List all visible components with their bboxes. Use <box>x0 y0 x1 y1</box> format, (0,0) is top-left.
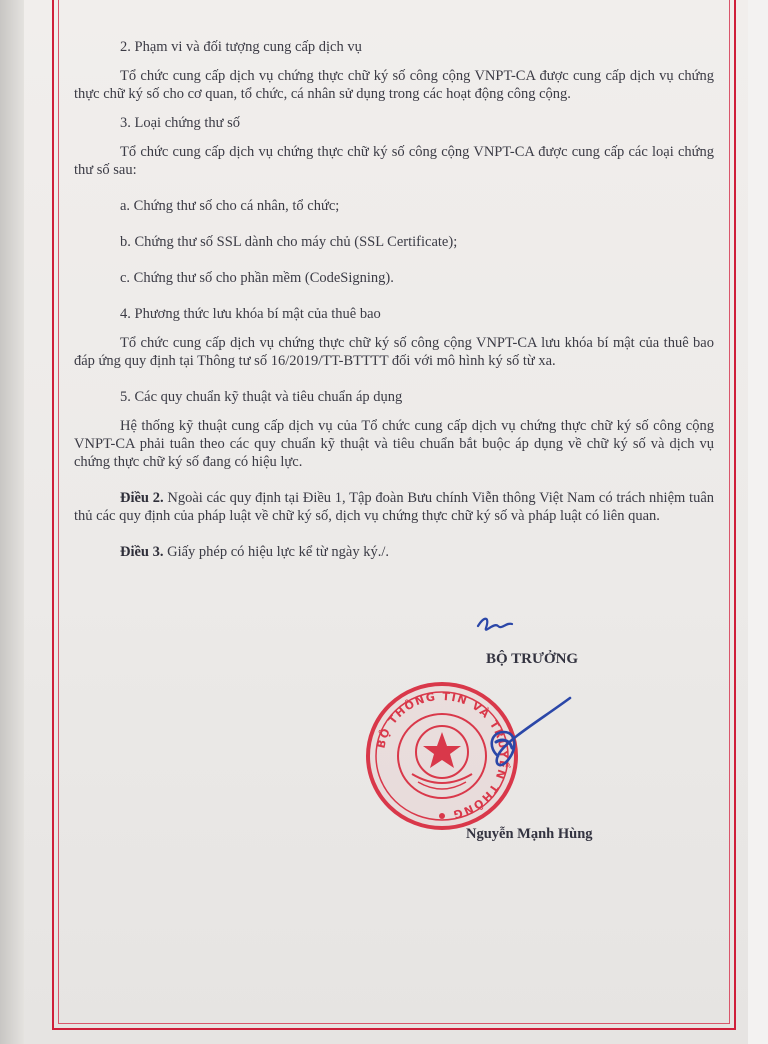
section-4-heading: 4. Phương thức lưu khóa bí mật của thuê bao <box>120 306 381 322</box>
section-2-body: Tổ chức cung cấp dịch vụ chứng thực chữ ký số công cộng VNPT-CA được cung cấp dịch vụ chứng thực chữ ký số cho cơ quan, tổ chức, cá nhân sử dụng trong các hoạt động công cộng. <box>74 68 714 102</box>
page-margin-right <box>748 0 768 1044</box>
list-item: a. Chứng thư số cho cá nhân, tổ chức; <box>120 198 340 214</box>
article-3-label: Điều 3. <box>120 544 164 560</box>
signer-name: Nguyễn Mạnh Hùng <box>466 826 593 842</box>
initial-mark-icon <box>474 612 518 638</box>
list-item: b. Chứng thư số SSL dành cho máy chủ (SSL Certificate); <box>120 234 458 250</box>
signature-icon <box>470 690 580 790</box>
article-2-body: Ngoài các quy định tại Điều 1, Tập đoàn Bưu chính Viễn thông Việt Nam có trách nhiệm tuân thủ các quy định của pháp luật về chữ ký số, dịch vụ chứng thực chữ ký số và pháp luật có liên quan. <box>74 490 715 524</box>
section-5-heading: 5. Các quy chuẩn kỹ thuật và tiêu chuẩn áp dụng <box>120 389 403 405</box>
article-3-body: Giấy phép có hiệu lực kể từ ngày ký./. <box>167 544 390 560</box>
document-body <box>74 38 714 561</box>
section-4-body: Tổ chức cung cấp dịch vụ chứng thực chữ ký số công cộng VNPT-CA lưu khóa bí mật của thuê bao đáp ứng quy định tại Thông tư số 16/2019/TT-BTTTT đối với mô hình ký số từ xa. <box>74 335 714 369</box>
section-2-heading: 2. Phạm vi và đối tượng cung cấp dịch vụ <box>120 39 362 55</box>
section-3-body: Tổ chức cung cấp dịch vụ chứng thực chữ ký số công cộng VNPT-CA được cung cấp các loại chứng thư số sau: <box>74 144 714 178</box>
section-3-heading: 3. Loại chứng thư số <box>120 115 241 131</box>
adjacent-page-edge <box>0 0 24 1044</box>
seal-text: BỘ THÔNG TIN VÀ TRUYỀN THÔNG <box>374 689 511 822</box>
article-3 <box>74 543 714 561</box>
list-item: c. Chứng thư số cho phần mềm (CodeSigning). <box>120 270 394 286</box>
article-2-label: Điều 2. <box>120 490 164 506</box>
signoff-title: BỘ TRƯỞNG <box>486 651 579 667</box>
section-5-body: Hệ thống kỹ thuật cung cấp dịch vụ của Tổ chức cung cấp dịch vụ chứng thực chữ ký số công cộng VNPT-CA phải tuân theo các quy chuẩn kỹ thuật và tiêu chuẩn bắt buộc áp dụng về chữ ký số và dịch vụ chứng thực chữ ký số đang có hiệu lực. <box>74 418 714 470</box>
article-2 <box>74 489 714 525</box>
